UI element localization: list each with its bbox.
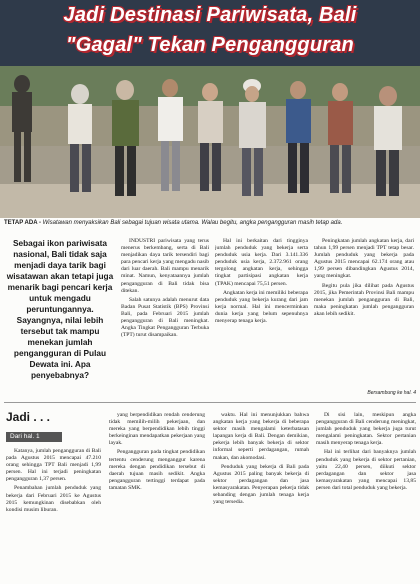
paragraph: Peningkatan jumlah angkatan kerja, dari tahun 1,99 persen menjadi TPT tetap besar. Jumlah penduduk yang bekerja pada Agustus 2015 mencapai 62.174 orang atau 1,99 persen dibandingkan Agustus 2014, yang meningkat. <box>314 238 414 280</box>
article-column-3 <box>314 238 414 394</box>
paragraph: yang berpendidikan rendah cenderung tidak memilih-milih pekerjaan, dan mereka yang berpendidikan lebih tinggi berkeinginan mendapatkan pekerjaan yang layak. <box>109 412 205 447</box>
jump-column-4 <box>316 412 416 584</box>
article-column-2 <box>215 238 308 394</box>
paragraph: Hal ini berkaitan dari tingginya jumlah penduduk yang bekerja serta penduduk usia kerja. Dari 3.141.336 penduduk usia kerja, 2.372.961 orang tergolong angkatan kerja, sehingga tingkat partisipasi angkatan kerja (TPAK) mencapai 75,51 persen. <box>215 238 308 287</box>
paragraph: Penambahan jumlah penduduk yang bekerja dari Februari 2015 ke Agustus 2015 kemungkinan disebabkan oleh kondisi musim liburan. <box>6 485 101 513</box>
jump-headline: Jadi . . . <box>6 410 51 424</box>
paragraph: Pengangguran pada tingkat pendidikan tertentu cenderung menganggur karena mereka dengan pendidikan tersebut di daerah tujuan masih sedikit. Angka pengangguran tertinggi terdapat pada tamatan SMK. <box>109 449 205 491</box>
pull-quote: Sebagai ikon pariwisata nasional, Bali tidak saja menjadi daya tarik bagi wisatawan akan tetapi juga menarik bagi pencari kerja untuk mengadu peruntungannya. Sayangnya, nilai lebih tersebut tak mampu menekan jumlah pengangguran di Pulau Dewata ini. Apa penyebabnya? <box>6 238 114 380</box>
section-divider <box>4 402 416 403</box>
caption-text: Wisatawan menyaksikan Bali sebagai tujuan wisata utama. Walau begitu, angka pengangguran masih tetap ada. <box>42 220 343 226</box>
paragraph: Hal ini terlihat dari banyaknya jumlah penduduk yang bekerja di sektor pertanian, yaitu 22,40 persen, diikuti sektor perdagangan dan sektor jasa kemasyarakatan yang mencapai 13,85 persen dari total penduduk yang bekerja. <box>316 449 416 491</box>
tourists-photo <box>0 66 420 218</box>
headline-banner <box>0 0 420 66</box>
paragraph: Angkatan kerja ini memiliki beberapa penduduk yang bekerja kurang dari jam kerja normal. Hal ini mencerminkan dunia kerja yang belum sepenuhnya menyerap tenaga kerja. <box>215 289 308 325</box>
jump-column-2 <box>109 412 205 584</box>
headline-line-2: "Gagal" Tekan Pengangguran <box>66 34 354 56</box>
paragraph: Begitu pula jika dilihat pada Agustus 2015, jika Pemerintah Provinsi Bali mampu menekan jumlah pengangguran di Bali, maka peningkatan jumlah pengangguran akan lebih sedikit. <box>314 282 414 317</box>
jump-column-3 <box>213 412 309 584</box>
headline-line-1: Jadi Destinasi Pariwisata, Bali <box>63 4 357 26</box>
continuation-note: Bersambung ke hal. 4 <box>367 390 416 396</box>
article-column-1 <box>121 238 209 394</box>
paragraph: Katanya, jumlah pengangguran di Bali pada Agustus 2015 mencapai 47.210 orang sehingga TPT Bali menjadi 1,99 persen. Hal ini terjadi peningkatan pengangguran 1,37 persen. <box>6 448 101 483</box>
jump-reference: Dari hal. 1 <box>6 432 62 442</box>
paragraph: waktu. Hal ini menunjukkan bahwa angkatan kerja yang bekerja di beberapa sektor masih mengalami keterbatasan lapangan kerja di Bali. Dengan demikian, pekerja lebih banyak bekerja di sektor informal seperti perdagangan, rumah makan, dan akomodasi. <box>213 412 309 461</box>
paragraph: Di sisi lain, meskipun angka pengangguran di Bali cenderung meningkat, jumlah penduduk yang bekerja juga turut mengalami peningkatan. Sektor pertanian masih menyerap tenaga kerja. <box>316 412 416 447</box>
photo-caption <box>4 220 418 230</box>
paragraph: Penduduk yang bekerja di Bali pada Agustus 2015 paling banyak bekerja di sektor perdagangan dan jasa kemasyarakatan. Penyerapan pekerja tidak sebanding dengan jumlah tenaga kerja yang tersedia. <box>213 463 309 506</box>
caption-label: TETAP ADA - <box>4 220 41 226</box>
paragraph: Salah satunya adalah menurut data Badan Pusat Statistik (BPS) Provinsi Bali, pada Februari 2015 jumlah pengangguran di Bali meningkat. Angka Tingkat Pengangguran Terbuka (TPT) turut disampaikan. <box>121 296 209 339</box>
jump-column-1 <box>6 448 101 584</box>
tourists-photo-illustration <box>0 66 420 218</box>
paragraph: INDUSTRI pariwisata yang terus menerus berkembang, serta di Bali menjadikan daya tarik tersendiri bagi para pencari kerja yang mengadu nasib dari luar daerah. Bali mampu menarik minat. Namun, kenyataannya jumlah pengangguran di Bali tidak bisa ditekan. <box>121 238 209 294</box>
